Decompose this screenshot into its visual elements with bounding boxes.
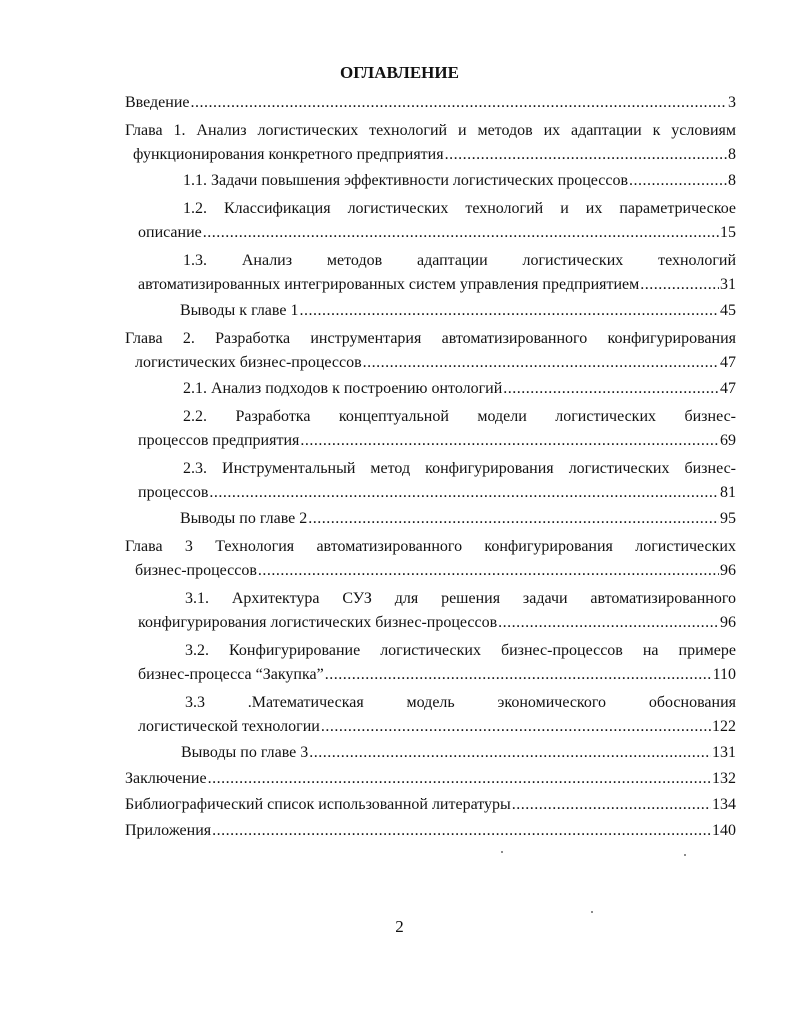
dot-leader <box>321 718 711 736</box>
toc-page-number: 122 <box>712 718 736 735</box>
toc-entry-chapter2-line1[interactable]: Глава 2. Разработка инструментария автоматизированного конфигурирования <box>125 330 736 347</box>
dot-leader <box>445 146 727 164</box>
toc-entry-section-2-2-line1[interactable]: 2.2. Разработка концептуальной модели логистических бизнес- <box>183 408 736 425</box>
toc-entry-appendices[interactable] <box>125 822 736 844</box>
dot-leader <box>299 302 719 320</box>
toc-entry-section-1-2[interactable] <box>138 224 736 246</box>
toc-entry-bibliography[interactable] <box>125 796 736 818</box>
dot-leader <box>308 510 719 528</box>
toc-page-number: 15 <box>720 224 736 241</box>
toc-entry-label: автоматизированных интегрированных систем управления предприятием <box>138 276 640 293</box>
scan-speck <box>684 854 686 856</box>
dot-leader <box>191 94 728 112</box>
scan-speck <box>591 911 593 913</box>
toc-page-number: 132 <box>712 770 736 787</box>
toc-entry-section-2-3-line1[interactable]: 2.3. Инструментальный метод конфигурирования логистических бизнес- <box>183 460 736 477</box>
dot-leader <box>309 744 711 762</box>
toc-page-number: 69 <box>720 432 736 449</box>
toc-page-number: 96 <box>720 614 736 631</box>
toc-entry-label: процессов <box>138 484 209 501</box>
dot-leader <box>498 614 719 632</box>
toc-entry-section-1-2-line1[interactable]: 1.2. Классификация логистических технологий и их параметрическое <box>183 200 736 217</box>
toc-entry-label: Выводы по главе 3 <box>181 744 309 761</box>
toc-page-number: 31 <box>720 276 736 293</box>
toc-entry-label: Выводы к главе 1 <box>180 302 299 319</box>
toc-entry-conclusions-1[interactable] <box>180 302 736 324</box>
toc-entry-section-2-1[interactable] <box>183 380 736 402</box>
toc-entry-section-3-1[interactable] <box>138 614 736 636</box>
dot-leader <box>203 224 719 242</box>
toc-entry-label: Заключение <box>125 770 207 787</box>
toc-page-number: 140 <box>712 822 736 839</box>
toc-entry-section-3-2[interactable] <box>138 666 736 688</box>
dot-leader <box>208 770 711 788</box>
toc-entry-section-2-3[interactable] <box>138 484 736 506</box>
page-title: ОГЛАВЛЕНИЕ <box>340 63 459 82</box>
toc-page-number: 131 <box>712 744 736 761</box>
dot-leader <box>503 380 719 398</box>
toc-entry-section-1-1[interactable] <box>183 172 736 194</box>
dot-leader <box>258 562 719 580</box>
toc-entry-label: бизнес-процессов <box>135 562 257 579</box>
dot-leader <box>300 432 719 450</box>
toc-entry-chapter3-line1[interactable]: Глава 3 Технология автоматизированного конфигурирования логистических <box>125 538 736 555</box>
toc-entry-label: логистической технологии <box>138 718 320 735</box>
dot-leader <box>629 172 727 190</box>
toc-entry-section-1-3-line1[interactable]: 1.3. Анализ методов адаптации логистических технологий <box>183 252 736 269</box>
toc-entry-label: Введение <box>125 94 190 111</box>
toc-page-number: 45 <box>720 302 736 319</box>
toc-page-number: 96 <box>720 562 736 579</box>
page-number: 2 <box>395 917 404 936</box>
dot-leader <box>363 354 719 372</box>
toc-entry-label: конфигурирования логистических бизнес-процессов <box>138 614 498 631</box>
toc-page-number: 81 <box>720 484 736 501</box>
toc-page-number: 3 <box>728 94 736 111</box>
dot-leader <box>325 666 712 684</box>
dot-leader <box>209 484 719 502</box>
toc-entry-label: Выводы по главе 2 <box>180 510 308 527</box>
scan-speck <box>501 851 503 853</box>
toc-page-number: 110 <box>712 666 736 683</box>
toc-entry-section-3-3[interactable] <box>138 718 736 740</box>
toc-entry-chapter1[interactable] <box>133 146 736 168</box>
toc-entry-label: функционирования конкретного предприятия <box>133 146 444 163</box>
toc-entry-chapter1-line1[interactable]: Глава 1. Анализ логистических технологий и методов их адаптации к условиям <box>125 122 736 139</box>
toc-entry-label: бизнес-процесса “Закупка” <box>138 666 324 683</box>
toc-entry-label: Библиографический список использованной литературы <box>125 796 511 813</box>
toc-entry-conclusions-3[interactable] <box>181 744 736 766</box>
dot-leader <box>640 276 719 294</box>
dot-leader <box>212 822 711 840</box>
toc-entry-chapter2[interactable] <box>135 354 736 376</box>
toc-entry-label: 1.1. Задачи повышения эффективности логистических процессов <box>183 172 629 189</box>
toc-entry-conclusions-2[interactable] <box>180 510 736 532</box>
toc-entry-section-3-1-line1[interactable]: 3.1. Архитектура СУЗ для решения задачи автоматизированного <box>185 590 736 607</box>
toc-entry-label: процессов предприятия <box>138 432 300 449</box>
toc-page-number: 8 <box>728 172 736 189</box>
toc-entry-label: 2.1. Анализ подходов к построению онтологий <box>183 380 503 397</box>
toc-entry-intro[interactable] <box>125 94 736 116</box>
toc-page-number: 134 <box>712 796 736 813</box>
toc-entry-label: Приложения <box>125 822 212 839</box>
toc-entry-label: описание <box>138 224 202 241</box>
toc-page-number: 47 <box>720 354 736 371</box>
toc-page-number: 8 <box>728 146 736 163</box>
toc-entry-label: логистических бизнес-процессов <box>135 354 362 371</box>
toc-page-number: 47 <box>720 380 736 397</box>
toc-entry-section-3-3-line1[interactable]: 3.3 .Математическая модель экономического обоснования <box>185 694 736 711</box>
toc-entry-section-3-2-line1[interactable]: 3.2. Конфигурирование логистических бизнес-процессов на примере <box>185 642 736 659</box>
toc-entry-conclusion[interactable] <box>125 770 736 792</box>
toc-entry-chapter3[interactable] <box>135 562 736 584</box>
toc-entry-section-1-3[interactable] <box>138 276 736 298</box>
toc-page-number: 95 <box>720 510 736 527</box>
toc-entry-section-2-2[interactable] <box>138 432 736 454</box>
dot-leader <box>512 796 711 814</box>
